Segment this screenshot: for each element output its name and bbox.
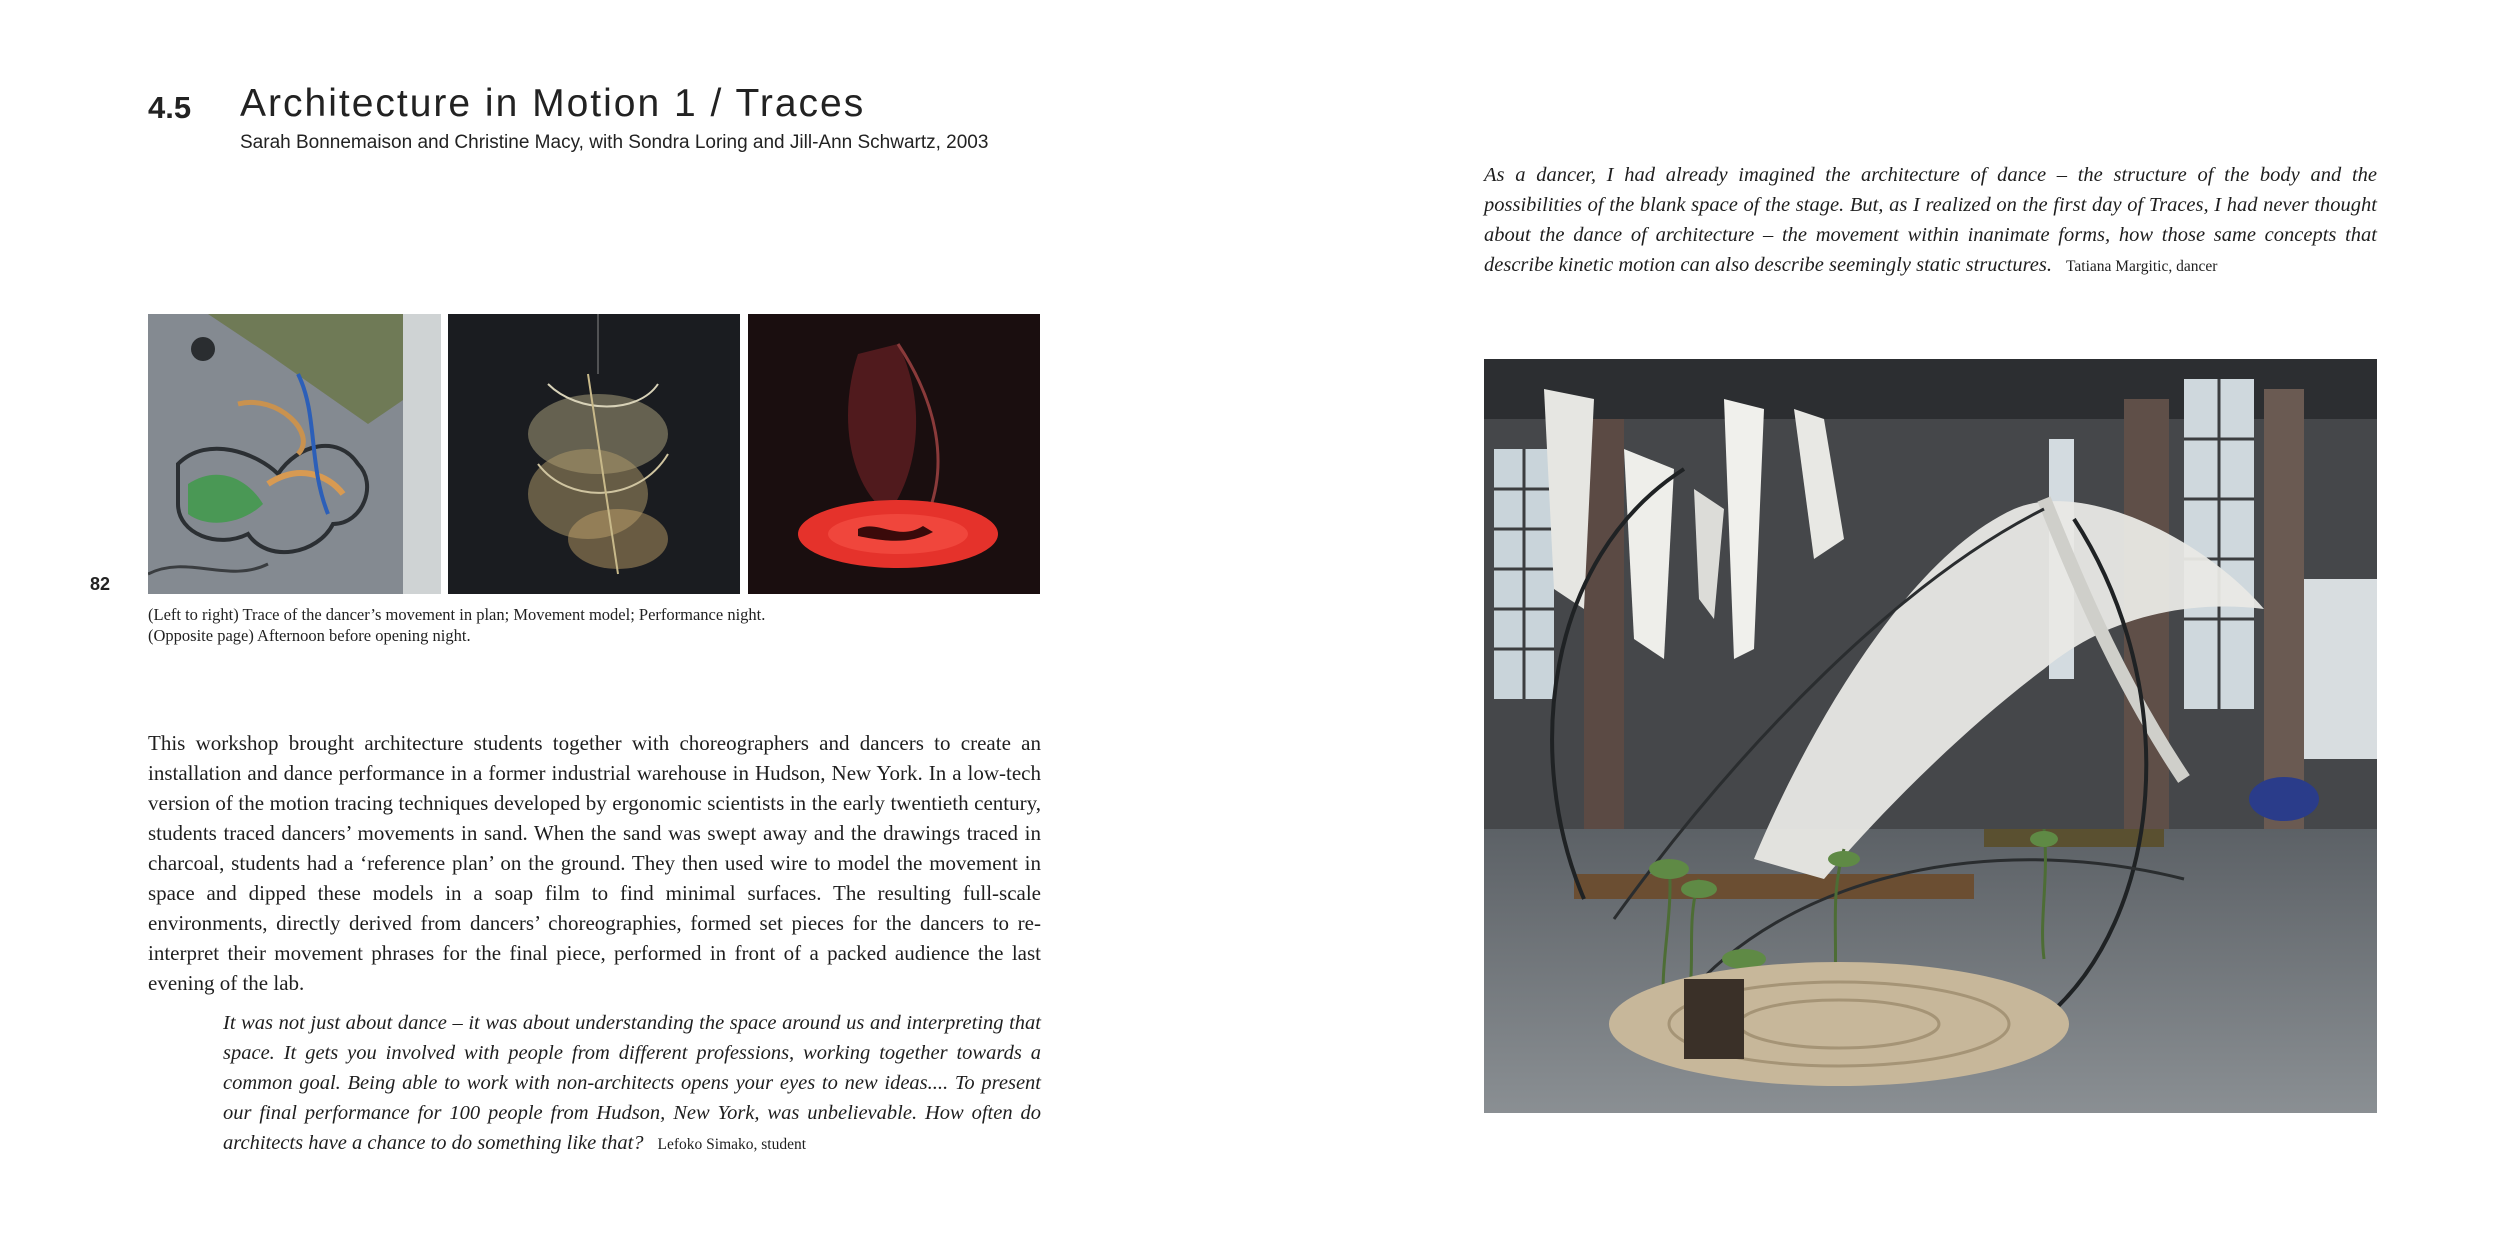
authors-line: Sarah Bonnemaison and Christine Macy, with Sondra Loring and Jill-Ann Schwartz, 2003 (240, 132, 989, 153)
photo-warehouse-installation (1484, 359, 2377, 1113)
dancer-quote-attribution: Tatiana Margitic, dancer (2066, 258, 2218, 275)
page-number: 82 (90, 574, 111, 594)
dancer-quote-text: As a dancer, I had already imagined the architecture of dance – the structure of the body and the possibilities of the blank space of the stage. But, as I realized on the first day of Traces, I had never thought about the dance of architecture – the movement within inanimate forms, how those same concepts that describe kinetic motion can also describe seemingly static structures. (1484, 164, 2377, 276)
student-quote-text: It was not just about dance – it was about understanding the space around us and interpreting that space. It gets you involved with people from different professions, working together towards a common goal. Being able to work with non-architects opens your eyes to new ideas.... To present our final performance for 100 people from Hudson, New York, was unbelievable. How often do architects have a chance to do something like that? (223, 1012, 1041, 1154)
section-number: 4.5 (148, 90, 192, 125)
photo-performance-night (748, 314, 1040, 594)
student-quote (223, 1008, 1041, 1160)
body-paragraph: This workshop brought architecture students together with choreographers and dancers to create an installation and dance performance in a former industrial warehouse in Hudson, New York. In a low-tech version of the motion tracing techniques developed by ergonomic scientists in the early twentieth century, students traced dancers’ movements in sand. When the sand was swept away and the drawings traced in charcoal, students had a ‘reference plan’ on the ground. They then used wire to model the movement in space and dipped these models in a soap film to find minimal surfaces. The resulting full-scale environments, directly derived from dancers’ choreographies, formed set pieces for the dancers to re-interpret their movement phrases for the final piece, performed in front of a packed audience the last evening of the lab. (148, 731, 1041, 995)
student-quote-attribution: Lefoko Simako, student (657, 1136, 807, 1153)
photo-movement-model (448, 314, 740, 594)
page-title: Architecture in Motion 1 / Traces (240, 82, 866, 125)
image-caption (148, 604, 1048, 646)
photo-trace-plan (148, 314, 441, 594)
caption-line-1: (Left to right) Trace of the dancer’s movement in plan; Movement model; Performance night. (148, 605, 766, 624)
dancer-quote (1484, 160, 2377, 282)
caption-line-2: (Opposite page) Afternoon before opening night. (148, 626, 471, 645)
